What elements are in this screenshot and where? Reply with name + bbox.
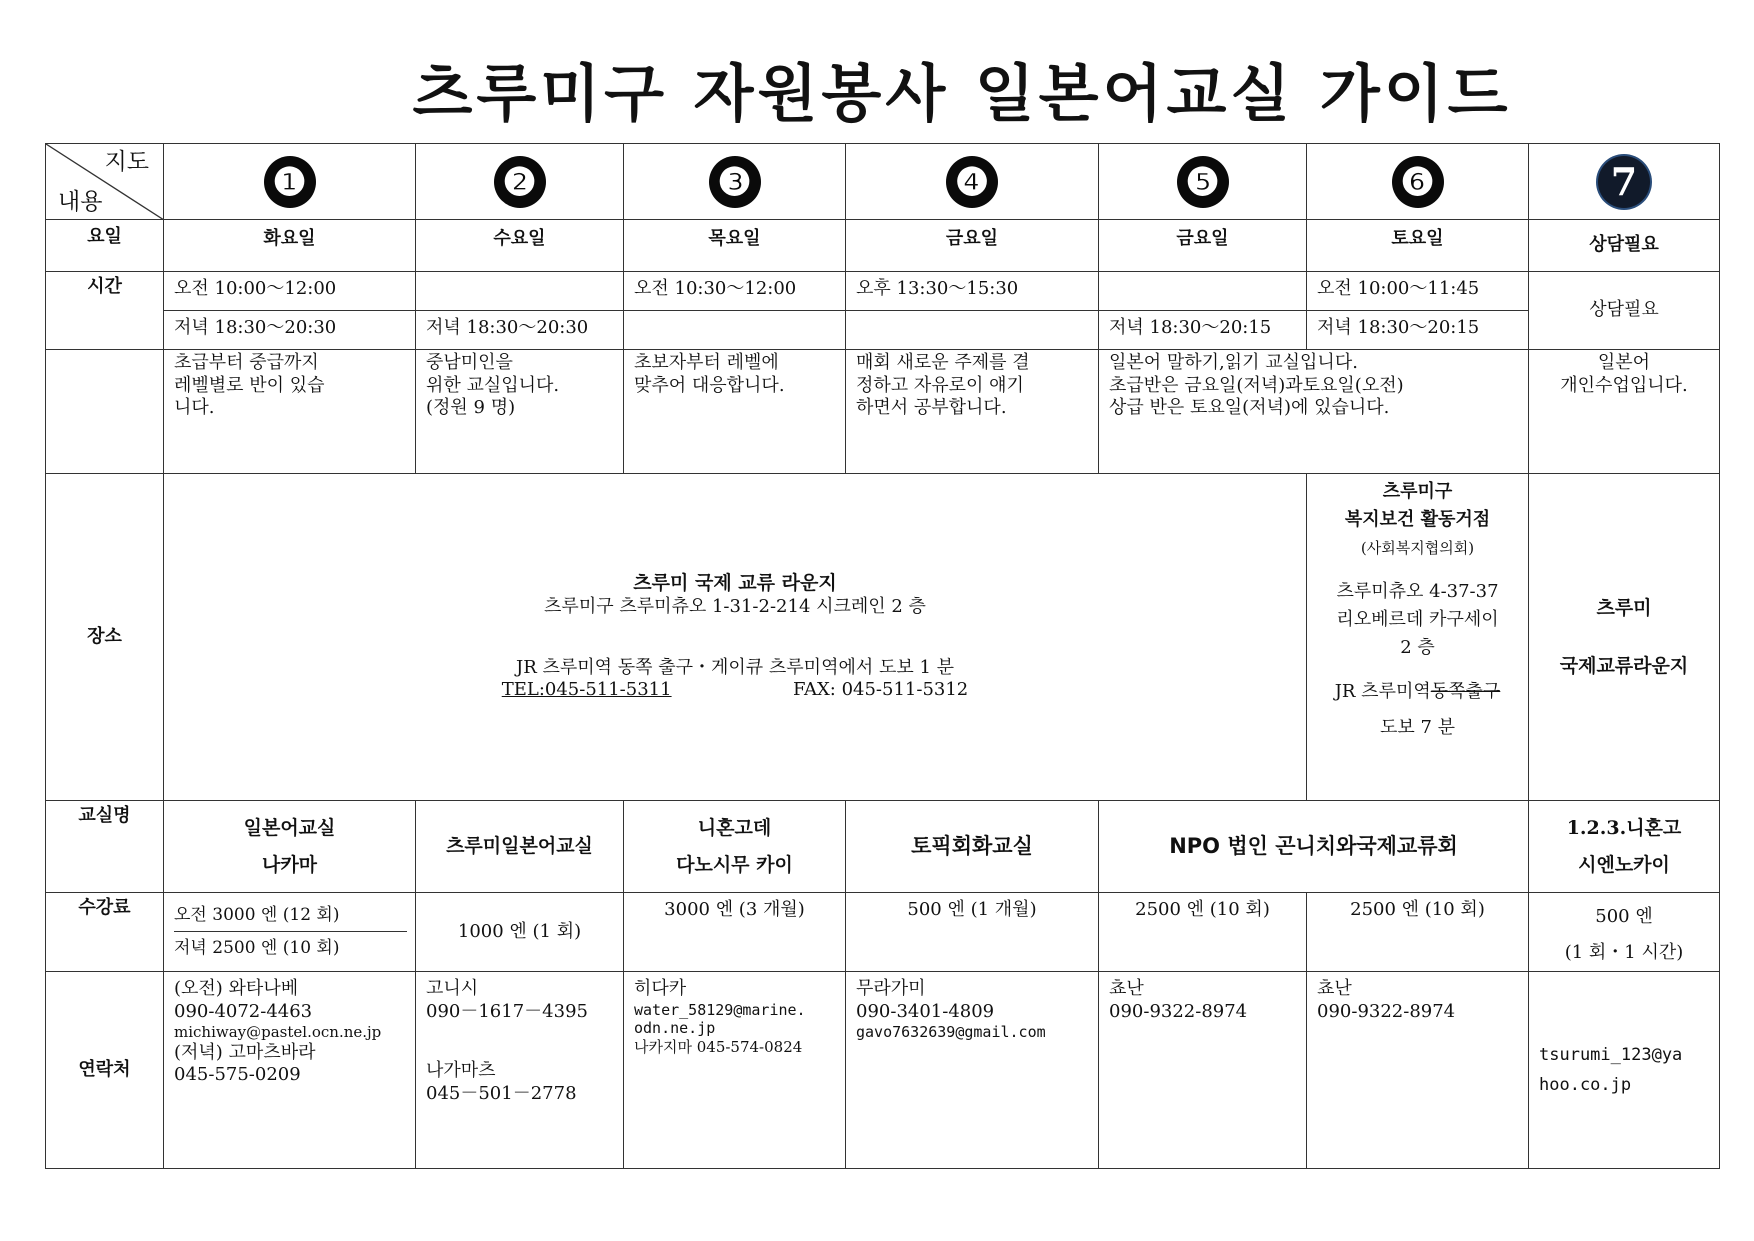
day-cell-6: 토요일 [1307, 220, 1529, 272]
time-c3-pm [624, 311, 846, 350]
row-label-place: 장소 [46, 474, 164, 801]
time-c6-pm: 저녁 18:30～20:15 [1307, 311, 1529, 350]
time-c7: 상담필요 [1529, 272, 1720, 350]
desc-line: 상급 반은 토요일(저녁)에 있습니다. [1109, 397, 1390, 418]
day-cell-5: 금요일 [1099, 220, 1307, 272]
place-main-access: JR 츠루미역 동쪽 출구・게이큐 츠루미역에서 도보 1 분 [515, 656, 955, 678]
desc-c7 [1529, 350, 1720, 474]
classname-row [46, 801, 1720, 893]
classname-c3 [624, 801, 846, 893]
fee-c7 [1529, 893, 1720, 972]
class-number-3: ❸ [709, 156, 761, 208]
desc-line: 초급부터 중급까지 [174, 352, 319, 373]
class-number-5: ❺ [1177, 156, 1229, 208]
place-c6 [1307, 474, 1529, 801]
desc-line: 매회 새로운 주제를 결 [856, 352, 1030, 373]
contact-line: 나가마츠 [426, 1060, 496, 1081]
fee-c1-am: 오전 3000 엔 (12 회) [174, 899, 407, 932]
row-label-contact: 연락처 [46, 972, 164, 1169]
time-row-am [46, 272, 1720, 311]
place-c6-name1: 츠루미구 [1382, 481, 1453, 502]
contact-c5 [1099, 972, 1307, 1169]
fee-c4: 500 엔 (1 개월) [846, 893, 1099, 972]
corner-cell [46, 144, 164, 220]
place-main-contact [164, 679, 1306, 702]
classname-line: 다노시무 카이 [676, 853, 793, 876]
contact-email: hoo.co.jp [1539, 1075, 1632, 1095]
contact-phone: 090-3401-4809 [856, 1000, 995, 1022]
place-main-tel: TEL:045-511-5311 [501, 679, 672, 701]
time-c2-pm: 저녁 18:30～20:30 [416, 311, 624, 350]
desc-line: 레벨별로 반이 있습 [174, 374, 325, 396]
contact-email: tsurumi_123@ya [1539, 1045, 1683, 1065]
description-row [46, 350, 1720, 474]
day-cell-4: 금요일 [846, 220, 1099, 272]
classname-line: 시엔노카이 [1578, 853, 1670, 876]
fee-c2: 1000 엔 (1 회) [416, 893, 624, 972]
fee-c7-unit: (1 회・1 시간) [1564, 942, 1684, 963]
contact-phone: 090-4072-4463 [174, 1000, 313, 1022]
classname-line: 일본어교실 [243, 816, 336, 839]
class-number-2: ❷ [494, 156, 546, 208]
contact-c1 [164, 972, 416, 1169]
classname-line: 나카마 [261, 853, 318, 876]
contact-email: water_58129@marine. [634, 1000, 806, 1019]
desc-line: 니다. [174, 397, 215, 418]
desc-c1 [164, 350, 416, 474]
contact-email: michiway@pastel.ocn.ne.jp [174, 1023, 382, 1041]
time-c1-am: 오전 10:00～12:00 [164, 272, 416, 311]
contact-line: (오전) 와타나베 [174, 978, 299, 999]
row-label-description [46, 350, 164, 474]
contact-c4 [846, 972, 1099, 1169]
contact-line: 히다카 [634, 978, 687, 999]
classname-c1 [164, 801, 416, 893]
time-c5-am [1099, 272, 1307, 311]
desc-line: 중남미인을 [426, 352, 513, 373]
contact-phone: 090-9322-8974 [1109, 1000, 1248, 1022]
fee-c1-pm: 저녁 2500 엔 (10 회) [174, 938, 340, 958]
contact-c3 [624, 972, 846, 1169]
desc-line: 일본어 말하기,읽기 교실입니다. [1109, 352, 1358, 373]
desc-c4 [846, 350, 1099, 474]
time-c6-am: 오전 10:00～11:45 [1307, 272, 1529, 311]
class-number-6: ❻ [1392, 156, 1444, 208]
fee-c3: 3000 엔 (3 개월) [624, 893, 846, 972]
contact-row [46, 972, 1720, 1169]
desc-line: 맞추어 대응합니다. [634, 374, 785, 396]
time-row-pm [46, 311, 1720, 350]
contact-line: (저녁) 고마츠바라 [174, 1041, 316, 1063]
classname-line: 1.2.3.니혼고 [1566, 816, 1682, 839]
contact-c2 [416, 972, 624, 1169]
place-c6-access-exit: 동쪽출구 [1430, 681, 1501, 702]
fee-row [46, 893, 1720, 972]
classname-line: 니혼고데 [697, 816, 772, 839]
place-c7 [1529, 474, 1720, 801]
time-c4-am: 오후 13:30～15:30 [846, 272, 1099, 311]
time-c2-am [416, 272, 624, 311]
place-c7-line1: 츠루미 [1596, 597, 1652, 619]
desc-line: 하면서 공부합니다. [856, 397, 1007, 418]
desc-c56 [1099, 350, 1529, 474]
time-c3-am: 오전 10:30～12:00 [624, 272, 846, 311]
contact-email: gavo7632639@gmail.com [856, 1023, 1046, 1041]
class-number-1: ❶ [264, 156, 316, 208]
place-c6-access-station: JR 츠루미역 [1334, 681, 1431, 702]
page-title: 츠루미구 자원봉사 일본어교실 가이드 [412, 57, 1512, 130]
contact-phone: 045－501－2778 [426, 1082, 577, 1104]
classname-c56: NPO 법인 곤니치와국제교류회 [1099, 801, 1529, 893]
row-label-day: 요일 [46, 220, 164, 272]
classname-c7 [1529, 801, 1720, 893]
header-row [46, 144, 1720, 220]
classname-c4: 토픽회화교실 [846, 801, 1099, 893]
place-c6-access2: 도보 7 분 [1379, 717, 1456, 738]
desc-c2 [416, 350, 624, 474]
time-c5-pm: 저녁 18:30～20:15 [1099, 311, 1307, 350]
day-cell-2: 수요일 [416, 220, 624, 272]
row-label-time: 시간 [46, 272, 164, 350]
place-main-fax: FAX: 045-511-5312 [793, 679, 969, 701]
contact-c6 [1307, 972, 1529, 1169]
fee-c6: 2500 엔 (10 회) [1307, 893, 1529, 972]
fee-c7-price: 500 엔 [1595, 906, 1653, 927]
fee-c1 [164, 893, 416, 972]
time-c1-pm: 저녁 18:30～20:30 [164, 311, 416, 350]
place-c6-addr2: 리오베르데 카구세이 [1336, 609, 1499, 630]
contact-phone: 090－1617－4395 [426, 1000, 588, 1022]
contact-line: 나카지마 045-574-0824 [634, 1038, 803, 1056]
day-cell-3: 목요일 [624, 220, 846, 272]
place-main-name: 츠루미 국제 교류 라운지 [633, 572, 837, 595]
place-c6-name2: 복지보건 활동거점 [1344, 509, 1491, 530]
place-c6-org: (사회복지협의회) [1360, 539, 1475, 557]
day-cell-1: 화요일 [164, 220, 416, 272]
contact-phone: 045-575-0209 [174, 1064, 301, 1086]
contact-c7 [1529, 972, 1720, 1169]
place-c7-line2: 국제교류라운지 [1559, 655, 1689, 677]
class-number-7: 7 [1598, 156, 1650, 208]
contact-line: 쵸난 [1109, 978, 1144, 999]
place-main-address: 츠루미구 츠루미츄오 1-31-2-214 시크레인 2 층 [544, 596, 926, 618]
time-c4-pm [846, 311, 1099, 350]
guide-table [45, 143, 1720, 1169]
contact-line: 무라가미 [856, 978, 926, 999]
place-c6-addr3: 2 층 [1400, 637, 1435, 658]
fee-c5: 2500 엔 (10 회) [1099, 893, 1307, 972]
contact-email: odn.ne.jp [634, 1019, 716, 1038]
desc-line: 정하고 자유로이 얘기 [856, 374, 1024, 396]
place-main [164, 474, 1307, 801]
desc-line: 일본어 [1597, 352, 1651, 373]
place-c6-access [1307, 678, 1528, 706]
contact-line: 고니시 [426, 978, 479, 999]
contact-spacer [426, 1023, 613, 1060]
day-row [46, 220, 1720, 272]
classname-c2: 츠루미일본어교실 [416, 801, 624, 893]
row-label-classname: 교실명 [46, 801, 164, 893]
place-row [46, 474, 1720, 801]
desc-line: (정원 9 명) [426, 397, 516, 418]
contact-line: 쵸난 [1317, 978, 1352, 999]
corner-top-label: 지도 [104, 149, 149, 175]
desc-line: 초보자부터 레벨에 [634, 352, 779, 373]
corner-bottom-label: 내용 [58, 189, 103, 216]
desc-line: 초급반은 금요일(저녁)과토요일(오전) [1109, 374, 1404, 396]
desc-c3 [624, 350, 846, 474]
contact-phone: 090-9322-8974 [1317, 1000, 1456, 1022]
row-label-fee: 수강료 [46, 893, 164, 972]
class-number-4: ❹ [946, 156, 998, 208]
place-c6-addr1: 츠루미츄오 4-37-37 [1336, 581, 1499, 602]
day-cell-7: 상담필요 [1529, 220, 1720, 272]
desc-line: 위한 교실입니다. [426, 374, 560, 396]
desc-line: 개인수업입니다. [1560, 374, 1688, 396]
